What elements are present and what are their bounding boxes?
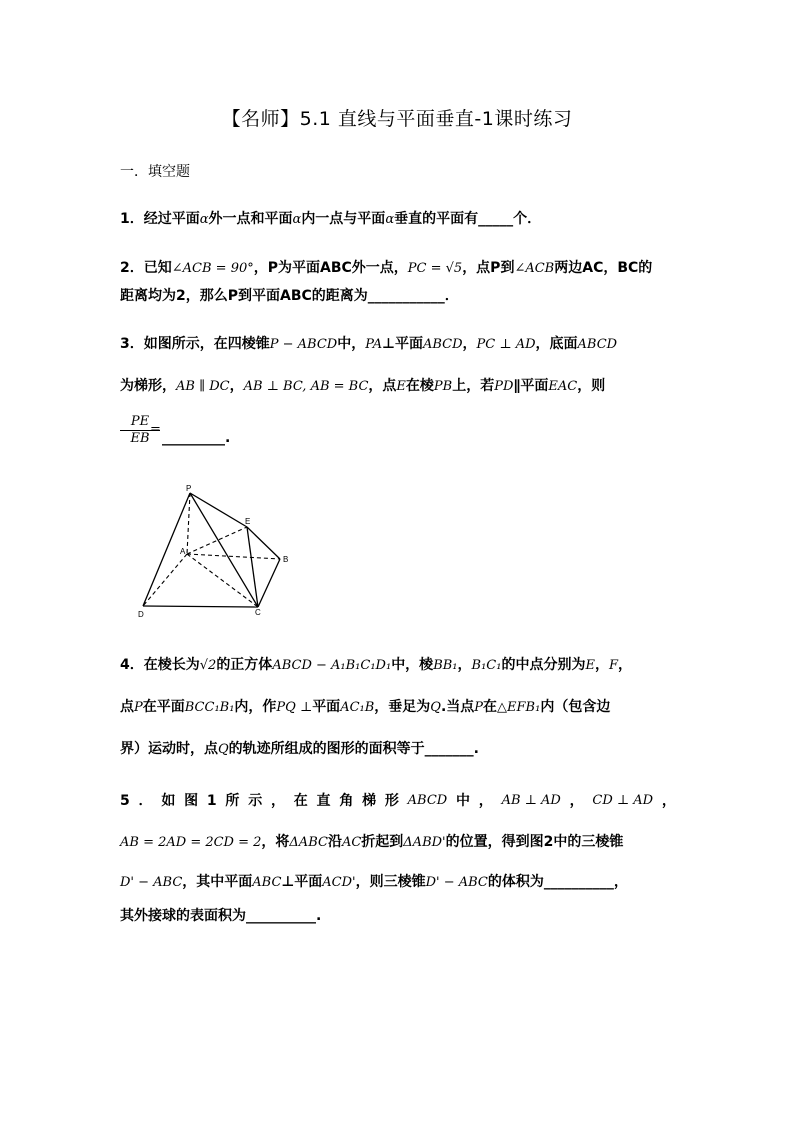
q5-token: ， [569, 793, 584, 809]
q5-token: 5 [120, 793, 130, 809]
math-pq-perp: PQ ⊥ [276, 700, 313, 715]
q4-text-c: 中，棱 [391, 657, 434, 673]
math-eac: EAC [548, 379, 578, 394]
math-tetra: D' − ABC [425, 875, 488, 890]
label-c: C [255, 608, 261, 617]
q2-text-e: 距离均为2，那么P到平面ABC的距离为___________． [120, 288, 459, 304]
math-angle-acb: ∠ACB [514, 261, 555, 276]
math-q: Q [218, 742, 229, 757]
answer-blank-q3: _________. [162, 430, 231, 446]
q2-text-b: ，P为平面ABC外一点， [253, 260, 408, 276]
label-d: D [138, 610, 144, 619]
label-e: E [245, 517, 251, 526]
q5-text-c: 折起到 [361, 834, 404, 850]
q3-text-c: ⊥平面 [382, 336, 423, 352]
q4-text-m: .当点 [440, 699, 475, 715]
q5-token: ， [478, 793, 493, 809]
q2-text-c: ，点P到 [462, 260, 515, 276]
q3-text-b: 中， [337, 336, 366, 352]
math-ac1b: AC₁B [340, 700, 375, 715]
q1-text-d: 垂直的平面有_____个． [394, 211, 542, 227]
q5-token: ， [270, 793, 285, 809]
q5-text-a: ，将 [261, 834, 290, 850]
q5-token: ， [661, 793, 676, 809]
q5-text-f: ⊥平面 [281, 874, 323, 890]
edge-eb [247, 527, 280, 559]
math-abcd: ABCD [577, 337, 618, 352]
fraction-denominator: EB [130, 431, 150, 446]
q5-text-d: 的位置，得到图2中的三棱锥 [445, 834, 624, 850]
math-triangle-abc: ΔABC [289, 835, 328, 850]
edge-ae [187, 527, 247, 554]
q3-text-e: ，底面 [535, 336, 578, 352]
q4-text-g: ， [617, 657, 632, 673]
math-pc-perp-ad: PC ⊥ AD [476, 337, 536, 352]
math-alpha: α [199, 212, 209, 227]
q5-token: 形 [384, 793, 399, 809]
question-5-line-1 [120, 791, 676, 811]
question-5-line-4 [120, 906, 321, 926]
math-pyramid: P − ABCD [269, 337, 338, 352]
q4-text-b: 的正方体 [216, 657, 273, 673]
math-triangle-abd: ΔABD' [403, 835, 446, 850]
q5-text-e: ，其中平面 [182, 874, 253, 890]
q5-token: 1 [206, 793, 217, 809]
q4-text-j: 内，作 [234, 699, 277, 715]
edge-ab [187, 554, 280, 559]
math-b1c1: B₁C₁ [471, 658, 502, 673]
q5-token: 所 [225, 793, 240, 809]
q5-token: 如 [161, 793, 176, 809]
math-alpha: α [292, 212, 302, 227]
question-1 [120, 209, 541, 230]
edge-pa [187, 493, 190, 554]
math-ab-perp-ad: AB ⊥ AD [501, 793, 561, 808]
math-bb1: BB₁ [433, 658, 458, 673]
math-tetra: D' − ABC [120, 875, 183, 890]
math-p: P [474, 700, 484, 715]
question-4-line-2 [120, 697, 610, 718]
edge-dc [143, 606, 258, 607]
math-e: E [585, 658, 595, 673]
label-b: B [283, 555, 289, 564]
math-angle-acb-90: ∠ACB = 90° [171, 261, 254, 276]
fraction-numerator: PE [120, 414, 160, 431]
edge-ad [143, 554, 187, 606]
math-abc: ABC [252, 875, 282, 890]
fraction-pe-eb [120, 414, 160, 447]
q3-text-f: 为梯形， [120, 378, 176, 394]
q1-text-a: 1．经过平面 [120, 211, 200, 227]
q5-token: 中 [456, 793, 470, 809]
math-bcc1b1: BCC₁B₁ [184, 700, 235, 715]
q5-text-g: ，则三棱锥 [355, 874, 426, 890]
math-ac: AC [341, 835, 362, 850]
q5-text-i: 其外接球的表面积为__________. [120, 908, 322, 924]
q4-text-h: 点 [120, 699, 134, 715]
q5-token: 图 [184, 793, 199, 809]
q3-text-k: ∥平面 [513, 378, 549, 394]
q4-text-n: 在 [483, 699, 498, 715]
q5-token: 在 [293, 793, 308, 809]
math-acd: ACD' [322, 875, 356, 890]
q5-token: 直 [316, 793, 331, 809]
q3-text-j: 上，若 [452, 378, 495, 394]
edge-bc [258, 559, 280, 607]
question-5-line-2 [120, 832, 623, 853]
math-ab-eq: AB = 2AD = 2CD = 2 [120, 835, 262, 850]
math-alpha: α [385, 212, 395, 227]
math-cube: ABCD − A₁B₁C₁D₁ [272, 658, 392, 673]
q4-text-d: ， [457, 657, 472, 673]
q5-text-h: 的体积为__________， [487, 874, 628, 890]
q3-text-d: ， [462, 336, 477, 352]
page-title: 【名师】5.1 直线与平面垂直-1课时练习 [221, 108, 573, 130]
q4-text-p: 界）运动时，点 [120, 741, 218, 757]
edge-pc [190, 493, 258, 607]
math-ab-perp-bc: AB ⊥ BC, AB = BC [243, 379, 369, 394]
math-q: Q [430, 700, 441, 715]
question-5-line-3 [120, 872, 628, 893]
question-4-line-3 [120, 739, 479, 760]
edge-ac [187, 554, 258, 607]
q3-text-g: ， [229, 378, 244, 394]
q1-text-c: 内一点与平面 [301, 211, 386, 227]
question-4-line-1 [120, 655, 632, 676]
math-p: P [134, 700, 143, 715]
q5-token: 角 [339, 793, 354, 809]
q3-text-l: ，则 [577, 378, 606, 394]
q3-text-h: ，点 [368, 378, 397, 394]
math-f: F [608, 658, 618, 673]
q5-token: 示 [248, 793, 263, 809]
q4-text-f: ， [594, 657, 609, 673]
label-p: P [186, 484, 192, 493]
question-2-line-2 [120, 286, 459, 306]
equals-sign: = [150, 422, 161, 437]
q4-text-o: 内（包含边 [540, 699, 611, 715]
q3-text-i: 在棱 [405, 378, 434, 394]
edge-pe [190, 493, 247, 527]
math-pa: PA [365, 337, 383, 352]
math-ab-parallel-dc: AB ∥ DC [176, 379, 230, 394]
math-triangle-efb1: △EFB₁ [497, 700, 541, 715]
math-pb: PB [433, 379, 453, 394]
q2-text-d: 两边AC，BC的 [554, 260, 653, 276]
q5-token: ． [138, 793, 153, 809]
math-sqrt2: √2 [199, 658, 217, 673]
section-heading: 一．填空题 [120, 164, 190, 180]
math-abcd: ABCD [407, 793, 448, 808]
math-pc-sqrt5: PC = √5 [407, 261, 463, 276]
q5-token: 梯 [362, 793, 377, 809]
q1-text-b: 外一点和平面 [208, 211, 293, 227]
q4-text-a: 4．在棱长为 [120, 657, 200, 673]
q5-text-b: 沿 [327, 834, 342, 850]
edge-ec [247, 527, 258, 607]
math-abcd: ABCD [422, 337, 463, 352]
q4-text-q: 的轨迹所组成的图形的面积等于_______. [228, 741, 479, 757]
math-pd: PD [494, 379, 514, 394]
question-3-line-2 [120, 376, 605, 397]
q4-text-l: ，垂足为 [374, 699, 431, 715]
math-cd-perp-ad: CD ⊥ AD [592, 793, 654, 808]
question-3-line-1 [120, 334, 617, 355]
q4-text-k: 平面 [312, 699, 341, 715]
q4-text-e: 的中点分别为 [501, 657, 586, 673]
q2-text-a: 2．已知 [120, 260, 172, 276]
pyramid-figure [130, 482, 300, 624]
question-2-line-1 [120, 258, 652, 279]
q3-text-a: 3．如图所示，在四棱锥 [120, 336, 270, 352]
label-a: A [180, 547, 186, 556]
math-e: E [396, 379, 406, 394]
q4-text-i: 在平面 [142, 699, 185, 715]
